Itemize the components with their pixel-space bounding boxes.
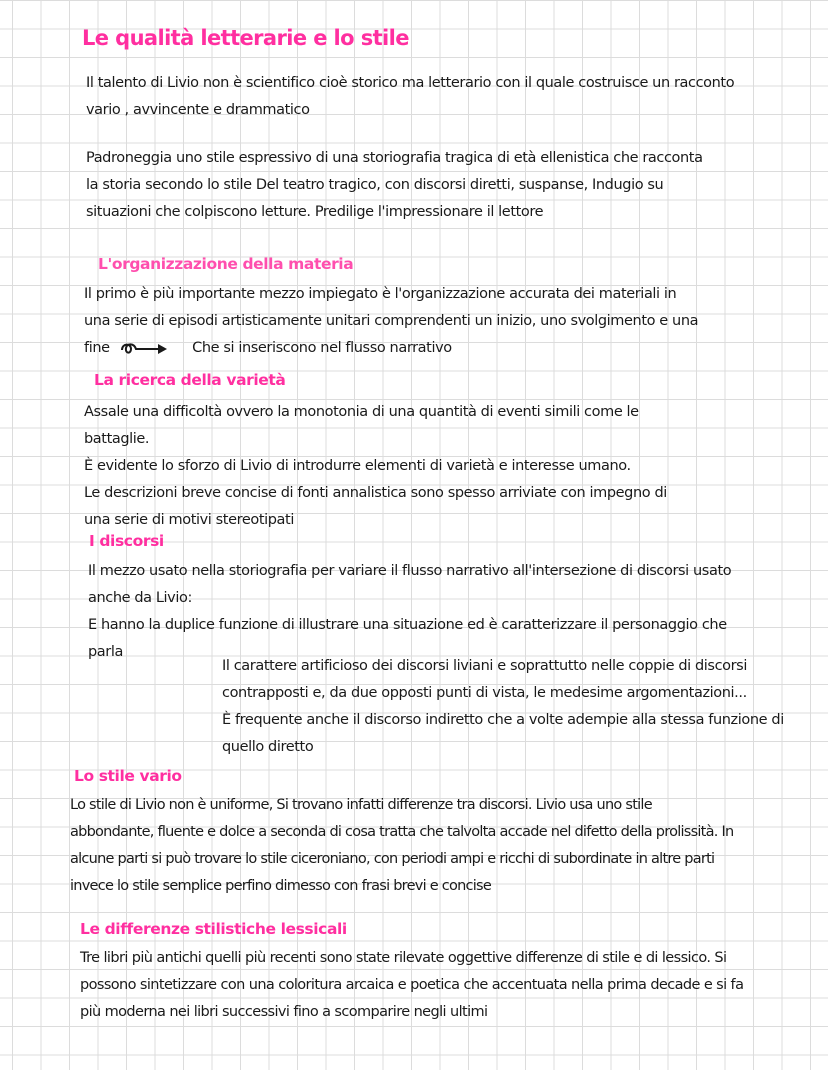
text-line: Padroneggia uno stile espressivo di una storiografia tragica di età ellenistica che racconta [86, 150, 703, 166]
text-line: anche da Livio: [88, 590, 192, 606]
heading-stile-vario: Lo stile vario [74, 767, 182, 785]
text-line: È evidente lo sforzo di Livio di introdurre elementi di varietà e interesse umano. [84, 458, 631, 474]
text-line: parla [88, 644, 123, 660]
text-line: una serie di motivi stereotipati [84, 512, 294, 528]
heading-varieta: La ricerca della varietà [94, 371, 286, 389]
text-line: Assale una difficoltà ovvero la monotonia di una quantità di eventi simili come le [84, 404, 639, 420]
text-line: una serie di episodi artisticamente unitari comprendenti un inizio, uno svolgimento e una [84, 313, 699, 329]
text-line: contrapposti e, da due opposti punti di vista, le medesime argomentazioni... [222, 685, 747, 701]
text-line: Il carattere artificioso dei discorsi liviani e soprattutto nelle coppie di discorsi [222, 658, 747, 674]
text-line: la storia secondo lo stile Del teatro tragico, con discorsi diretti, suspanse, Indugio su [86, 177, 664, 193]
curly-arrow-icon [120, 340, 172, 356]
text-line: Il mezzo usato nella storiografia per variare il flusso narrativo all'intersezione di discorsi usato [88, 563, 732, 579]
text-line: Il primo è più importante mezzo impiegato è l'organizzazione accurata dei materiali in [84, 286, 677, 302]
text-line: invece lo stile semplice perfino dimesso con frasi brevi e concise [70, 878, 491, 894]
stile-vario-paragraph [70, 792, 733, 900]
text-line: Le descrizioni breve concise di fonti annalistica sono spesso arriviate con impegno di [84, 485, 667, 501]
text-flusso: Che si inseriscono nel flusso narrativo [192, 340, 452, 356]
discorsi-side-note [222, 653, 784, 761]
intro-paragraph [86, 70, 734, 124]
text-line: più moderna nei libri successivi fino a scomparire negli ultimi [80, 1004, 488, 1020]
page-title: Le qualità letterarie e lo stile [82, 26, 409, 50]
text-line: alcune parti si può trovare lo stile ciceroniano, con periodi ampi e ricchi di subordinate in altre parti [70, 851, 715, 867]
text-line [84, 335, 698, 362]
organizzazione-paragraph [84, 281, 698, 362]
heading-differenze: Le differenze stilistiche lessicali [80, 920, 347, 938]
discorsi-paragraph [88, 558, 731, 666]
text-line: situazioni che colpiscono letture. Predilige l'impressionare il lettore [86, 204, 544, 220]
text-line: Lo stile di Livio non è uniforme, Si trovano infatti differenze tra discorsi. Livio usa uno stile [70, 797, 652, 813]
text-line: Tre libri più antichi quelli più recenti sono state rilevate oggettive differenze di stile e di lessico. Si [80, 950, 727, 966]
text-line: battaglie. [84, 431, 150, 447]
text-line: vario , avvincente e drammatico [86, 102, 310, 118]
differenze-paragraph [80, 945, 743, 1026]
heading-organizzazione: L'organizzazione della materia [98, 255, 354, 273]
varieta-paragraph [84, 399, 667, 534]
text-fine: fine [84, 340, 110, 356]
text-line: E hanno la duplice funzione di illustrare una situazione ed è caratterizzare il personaggio che [88, 617, 727, 633]
text-line: abbondante, fluente e dolce a seconda di cosa tratta che talvolta accade nel difetto della prolissità. In [70, 824, 734, 840]
style-paragraph [86, 145, 703, 226]
heading-discorsi: I discorsi [89, 532, 164, 550]
text-line: quello diretto [222, 739, 314, 755]
text-line: possono sintetizzare con una coloritura arcaica e poetica che accentuata nella prima decade e si fa [80, 977, 744, 993]
text-line: Il talento di Livio non è scientifico cioè storico ma letterario con il quale costruisce un racconto [86, 75, 735, 91]
text-line: È frequente anche il discorso indiretto che a volte adempie alla stessa funzione di [222, 712, 784, 728]
